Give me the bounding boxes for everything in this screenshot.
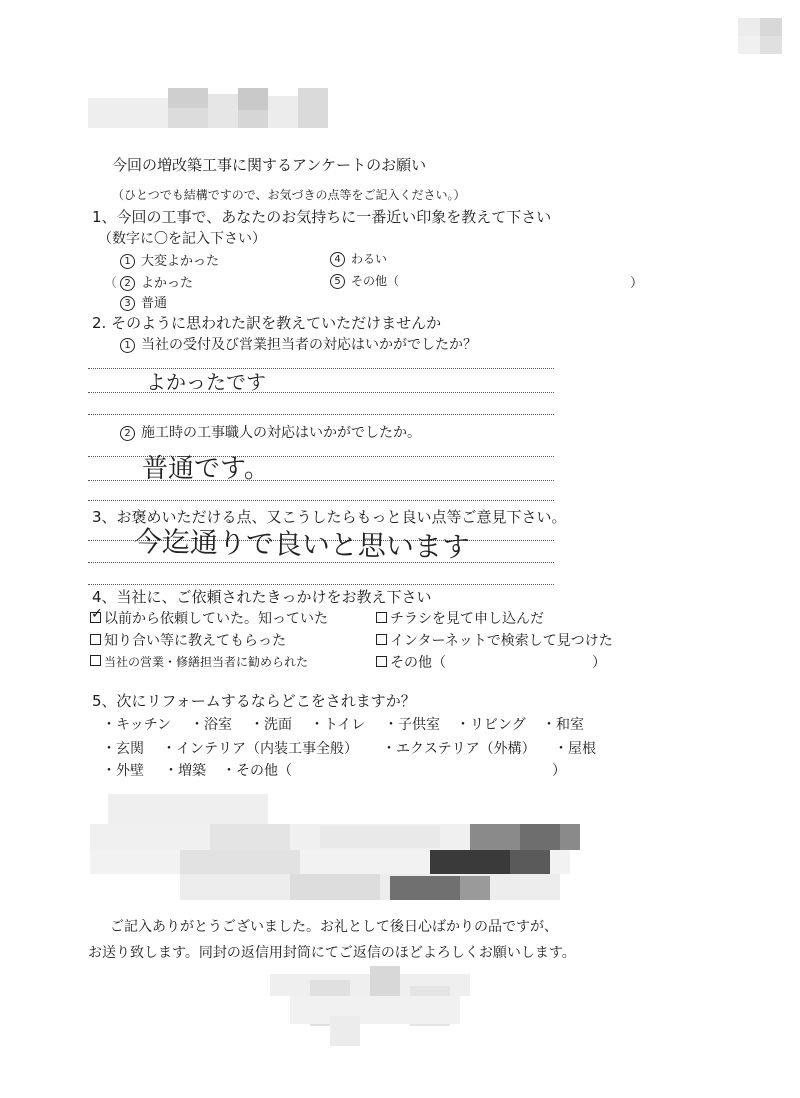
q5-choice-kitchen[interactable]: ・キッチン bbox=[102, 717, 172, 733]
q4-question: 4、当社に、ご依頼されたきっかけをお教え下さい bbox=[92, 588, 432, 606]
q2-question: 2. そのように思われた訳を教えていただけませんか bbox=[92, 314, 442, 332]
q1-option-3[interactable] bbox=[120, 292, 167, 311]
checkbox-checked[interactable] bbox=[90, 606, 103, 623]
q2-sub1-label bbox=[120, 334, 477, 354]
checkmark-icon: ✓ bbox=[91, 606, 103, 622]
intro-note: （ひとつでも結構ですので、お気づきの点等をご記入ください。） bbox=[112, 188, 466, 202]
option-number: 4 bbox=[330, 252, 345, 267]
option-number: 1 bbox=[120, 254, 135, 269]
q2-sub2-label bbox=[120, 422, 421, 442]
q4-option-1[interactable] bbox=[90, 608, 328, 628]
q5-choice-japanese-room[interactable]: ・和室 bbox=[542, 717, 584, 733]
q5-choice-kids-room[interactable]: ・子供室 bbox=[384, 717, 440, 733]
q1-question: 1、今回の工事で、あなたのお気持ちに一番近い印象を教えて下さい bbox=[92, 208, 552, 226]
option-label: よかった bbox=[141, 276, 194, 291]
q4-option-6[interactable] bbox=[376, 652, 446, 672]
option-label: チラシを見て申し込んだ bbox=[390, 611, 544, 627]
option-label: インターネットで検索して見つけた bbox=[390, 633, 613, 649]
q2-sub2-answer[interactable]: 普通です。 bbox=[142, 454, 270, 484]
option-number: 2 bbox=[120, 276, 135, 291]
option-label: 大変よかった bbox=[141, 254, 220, 269]
page-title: 今回の増改築工事に関するアンケートのお願い bbox=[112, 156, 427, 174]
q5-paren-close: ） bbox=[552, 763, 566, 779]
redaction-footer bbox=[270, 966, 470, 1048]
option-label: わるい bbox=[351, 252, 388, 266]
checkbox[interactable] bbox=[90, 634, 101, 645]
q5-choice-entrance[interactable]: ・玄関 bbox=[102, 741, 144, 757]
q5-question: 5、次にリフォームするならどこをされますか？ bbox=[92, 692, 416, 710]
q5-choice-roof[interactable]: ・屋根 bbox=[554, 741, 596, 757]
option-label: 普通 bbox=[141, 296, 168, 311]
q5-choice-extension[interactable]: ・増築 bbox=[164, 763, 206, 779]
q5-choice-exterior[interactable]: ・エクステリア（外構） bbox=[382, 741, 536, 757]
sub-label: 当社の受付及び営業担当者の対応はいかがでしたか？ bbox=[141, 337, 477, 353]
redaction-header bbox=[88, 88, 328, 128]
q4-option-5[interactable] bbox=[90, 653, 308, 670]
answer-line bbox=[88, 500, 554, 501]
answer-line bbox=[88, 584, 554, 585]
sub-label: 施工時の工事職人の対応はいかがでしたか。 bbox=[141, 425, 421, 441]
q1-paren-close: ） bbox=[630, 276, 644, 291]
option-label: 知り合い等に教えてもらった bbox=[104, 633, 286, 649]
q4-option-2[interactable] bbox=[376, 608, 544, 628]
q5-choice-other[interactable]: ・その他（ bbox=[222, 763, 292, 779]
sub-number: 1 bbox=[120, 338, 135, 353]
option-label: その他（ bbox=[390, 655, 446, 671]
q4-option-3[interactable] bbox=[90, 630, 286, 650]
checkbox[interactable] bbox=[376, 634, 387, 645]
q1-option-5[interactable] bbox=[330, 272, 399, 289]
closing-line-1: ご記入ありがとうございました。お礼として後日心ばかりの品ですが、 bbox=[110, 919, 558, 935]
q5-choice-washroom[interactable]: ・洗面 bbox=[250, 717, 292, 733]
sub-number: 2 bbox=[120, 426, 135, 441]
checkbox[interactable] bbox=[90, 655, 101, 666]
q4-paren-close: ） bbox=[592, 655, 606, 671]
q2-sub1-answer[interactable]: よかったです bbox=[146, 370, 266, 394]
q5-choice-toilet[interactable]: ・トイレ bbox=[310, 717, 366, 733]
q1-option-4[interactable] bbox=[330, 250, 387, 267]
checkbox[interactable] bbox=[376, 656, 387, 667]
option-number: 3 bbox=[120, 296, 135, 311]
q5-choice-living[interactable]: ・リビング bbox=[456, 717, 526, 733]
checkbox[interactable] bbox=[376, 612, 387, 623]
redaction-middle bbox=[90, 794, 580, 904]
q1-option-2[interactable] bbox=[120, 272, 193, 291]
answer-line bbox=[88, 414, 554, 415]
q3-answer[interactable]: 今迄通りで良いと思います bbox=[133, 525, 471, 564]
redaction-top-right bbox=[738, 18, 782, 54]
option-label: その他（ bbox=[351, 274, 400, 288]
q5-choice-interior[interactable]: ・インテリア（内装工事全般） bbox=[162, 741, 358, 757]
option-label: 当社の営業・修繕担当者に勧められた bbox=[104, 655, 309, 669]
q1-paren-open-handwritten: （ bbox=[104, 276, 118, 291]
q1-instruction: （数字に〇を記入下さい） bbox=[98, 231, 266, 247]
q5-choice-outer-wall[interactable]: ・外壁 bbox=[102, 763, 144, 779]
closing-line-2: お送り致します。同封の返信用封筒にてご返信のほどよろしくお願いします。 bbox=[88, 945, 576, 961]
q5-choice-bathroom[interactable]: ・浴室 bbox=[190, 717, 232, 733]
option-number: 5 bbox=[330, 274, 345, 289]
option-label: 以前から依頼していた。知っていた bbox=[104, 611, 328, 627]
q3-question: 3、お褒めいただける点、又こうしたらもっと良い点等ご意見下さい。 bbox=[92, 508, 567, 526]
q4-option-4[interactable] bbox=[376, 630, 613, 650]
q1-option-1[interactable] bbox=[120, 250, 219, 269]
